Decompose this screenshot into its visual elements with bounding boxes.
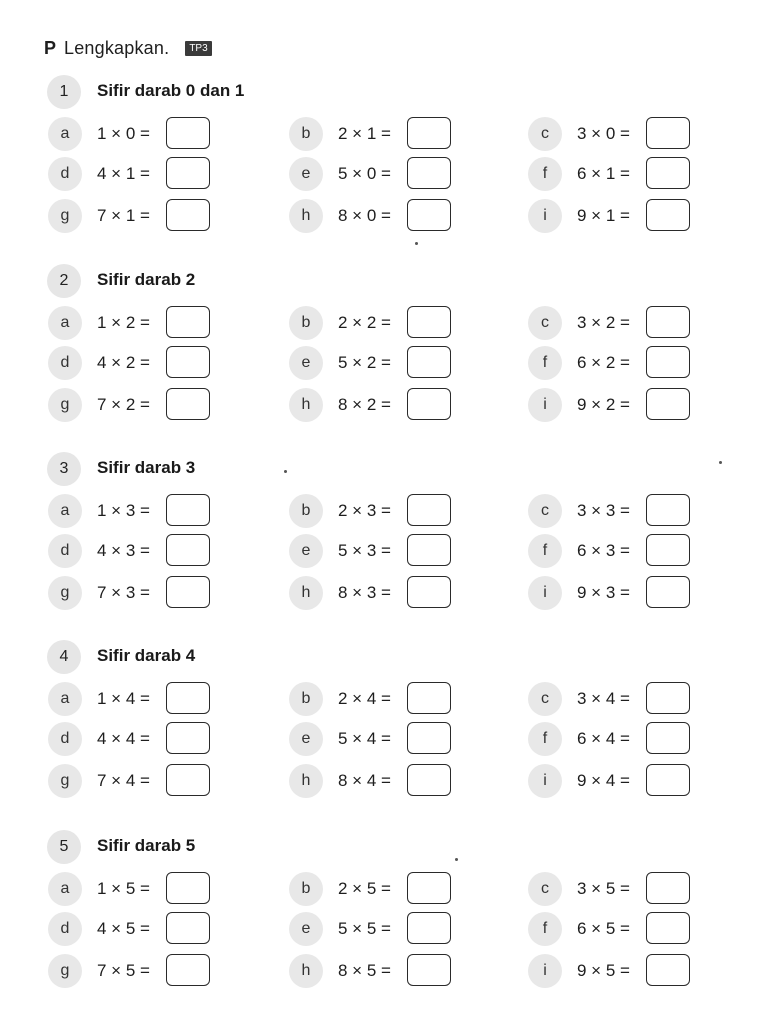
item-letter: i (528, 764, 562, 798)
instruction-text: Lengkapkan. (64, 37, 170, 58)
multiplication-expression: 9 × 2 = (577, 395, 630, 414)
answer-box[interactable] (166, 117, 210, 149)
multiplication-expression: 7 × 5 = (97, 961, 150, 980)
multiplication-expression: 3 × 0 = (577, 124, 630, 143)
worksheet-header (44, 36, 212, 60)
answer-box[interactable] (166, 199, 210, 231)
multiplication-expression: 5 × 0 = (338, 164, 391, 183)
answer-box[interactable] (646, 346, 690, 378)
multiplication-expression: 3 × 4 = (577, 689, 630, 708)
answer-box[interactable] (407, 494, 451, 526)
answer-box[interactable] (166, 534, 210, 566)
multiplication-expression: 8 × 2 = (338, 395, 391, 414)
section-title: Sifir darab 0 dan 1 (97, 81, 245, 100)
item-letter: b (289, 306, 323, 340)
item-letter: b (289, 117, 323, 151)
answer-box[interactable] (646, 954, 690, 986)
multiplication-expression: 9 × 1 = (577, 206, 630, 225)
section-number: 1 (47, 75, 81, 109)
answer-box[interactable] (166, 306, 210, 338)
multiplication-expression: 3 × 3 = (577, 501, 630, 520)
item-letter: e (289, 722, 323, 756)
item-letter: c (528, 306, 562, 340)
item-letter: i (528, 954, 562, 988)
item-letter: f (528, 534, 562, 568)
item-letter: e (289, 157, 323, 191)
scan-speck (284, 470, 287, 473)
item-letter: g (48, 576, 82, 610)
answer-box[interactable] (646, 157, 690, 189)
multiplication-expression: 5 × 4 = (338, 729, 391, 748)
multiplication-expression: 7 × 2 = (97, 395, 150, 414)
multiplication-expression: 4 × 2 = (97, 353, 150, 372)
item-letter: i (528, 576, 562, 610)
item-letter: d (48, 157, 82, 191)
item-letter: h (289, 199, 323, 233)
multiplication-expression: 8 × 4 = (338, 771, 391, 790)
multiplication-expression: 8 × 5 = (338, 961, 391, 980)
item-letter: g (48, 388, 82, 422)
answer-box[interactable] (407, 764, 451, 796)
section-number: 5 (47, 830, 81, 864)
item-letter: b (289, 494, 323, 528)
answer-box[interactable] (646, 872, 690, 904)
multiplication-expression: 6 × 5 = (577, 919, 630, 938)
multiplication-expression: 9 × 4 = (577, 771, 630, 790)
multiplication-expression: 8 × 3 = (338, 583, 391, 602)
multiplication-expression: 7 × 1 = (97, 206, 150, 225)
answer-box[interactable] (646, 306, 690, 338)
answer-box[interactable] (407, 388, 451, 420)
answer-box[interactable] (646, 682, 690, 714)
section-5 (0, 830, 768, 1000)
item-letter: h (289, 764, 323, 798)
item-letter: g (48, 954, 82, 988)
answer-box[interactable] (407, 682, 451, 714)
item-letter: a (48, 306, 82, 340)
answer-box[interactable] (407, 534, 451, 566)
item-letter: g (48, 764, 82, 798)
answer-box[interactable] (166, 764, 210, 796)
multiplication-expression: 2 × 5 = (338, 879, 391, 898)
multiplication-expression: 1 × 2 = (97, 313, 150, 332)
item-letter: c (528, 494, 562, 528)
multiplication-expression: 1 × 5 = (97, 879, 150, 898)
multiplication-expression: 1 × 0 = (97, 124, 150, 143)
item-letter: c (528, 682, 562, 716)
item-letter: d (48, 912, 82, 946)
item-letter: f (528, 346, 562, 380)
item-letter: d (48, 722, 82, 756)
item-letter: b (289, 682, 323, 716)
answer-box[interactable] (646, 764, 690, 796)
answer-box[interactable] (646, 912, 690, 944)
item-letter: e (289, 346, 323, 380)
multiplication-expression: 4 × 4 = (97, 729, 150, 748)
answer-box[interactable] (166, 682, 210, 714)
item-letter: h (289, 388, 323, 422)
item-letter: a (48, 872, 82, 906)
section-title: Sifir darab 4 (97, 646, 196, 665)
multiplication-expression: 9 × 3 = (577, 583, 630, 602)
answer-box[interactable] (646, 576, 690, 608)
multiplication-expression: 2 × 1 = (338, 124, 391, 143)
answer-box[interactable] (407, 872, 451, 904)
answer-box[interactable] (646, 117, 690, 149)
section-2 (0, 264, 768, 434)
section-4 (0, 640, 768, 810)
multiplication-expression: 1 × 3 = (97, 501, 150, 520)
answer-box[interactable] (407, 954, 451, 986)
multiplication-expression: 2 × 4 = (338, 689, 391, 708)
item-letter: a (48, 494, 82, 528)
answer-box[interactable] (407, 157, 451, 189)
answer-box[interactable] (407, 117, 451, 149)
multiplication-expression: 2 × 3 = (338, 501, 391, 520)
item-letter: g (48, 199, 82, 233)
section-title: Sifir darab 3 (97, 458, 196, 477)
answer-box[interactable] (407, 199, 451, 231)
item-letter: e (289, 912, 323, 946)
item-letter: d (48, 346, 82, 380)
multiplication-expression: 5 × 3 = (338, 541, 391, 560)
item-letter: a (48, 117, 82, 151)
answer-box[interactable] (166, 576, 210, 608)
item-letter: h (289, 954, 323, 988)
answer-box[interactable] (407, 912, 451, 944)
answer-box[interactable] (166, 157, 210, 189)
multiplication-expression: 4 × 5 = (97, 919, 150, 938)
multiplication-expression: 4 × 3 = (97, 541, 150, 560)
scan-speck (415, 242, 418, 245)
answer-box[interactable] (166, 872, 210, 904)
item-letter: f (528, 157, 562, 191)
multiplication-expression: 7 × 4 = (97, 771, 150, 790)
item-letter: a (48, 682, 82, 716)
multiplication-expression: 6 × 4 = (577, 729, 630, 748)
multiplication-expression: 4 × 1 = (97, 164, 150, 183)
answer-box[interactable] (646, 534, 690, 566)
section-number: 4 (47, 640, 81, 674)
item-letter: c (528, 117, 562, 151)
answer-box[interactable] (646, 494, 690, 526)
section-1 (0, 75, 768, 245)
section-number: 2 (47, 264, 81, 298)
item-letter: i (528, 199, 562, 233)
scan-speck (719, 461, 722, 464)
section-3 (0, 452, 768, 622)
item-letter: i (528, 388, 562, 422)
scan-speck (455, 858, 458, 861)
answer-box[interactable] (166, 494, 210, 526)
multiplication-expression: 5 × 2 = (338, 353, 391, 372)
item-letter: h (289, 576, 323, 610)
answer-box[interactable] (407, 576, 451, 608)
item-letter: c (528, 872, 562, 906)
question-label: P (44, 37, 57, 58)
section-title: Sifir darab 5 (97, 836, 196, 855)
answer-box[interactable] (166, 912, 210, 944)
answer-box[interactable] (166, 346, 210, 378)
item-letter: f (528, 912, 562, 946)
item-letter: d (48, 534, 82, 568)
section-number: 3 (47, 452, 81, 486)
level-badge: TP3 (185, 41, 211, 56)
multiplication-expression: 5 × 5 = (338, 919, 391, 938)
section-title: Sifir darab 2 (97, 270, 196, 289)
multiplication-expression: 6 × 1 = (577, 164, 630, 183)
multiplication-expression: 9 × 5 = (577, 961, 630, 980)
multiplication-expression: 8 × 0 = (338, 206, 391, 225)
multiplication-expression: 2 × 2 = (338, 313, 391, 332)
multiplication-expression: 6 × 2 = (577, 353, 630, 372)
answer-box[interactable] (646, 199, 690, 231)
answer-box[interactable] (407, 306, 451, 338)
answer-box[interactable] (166, 954, 210, 986)
item-letter: b (289, 872, 323, 906)
answer-box[interactable] (166, 722, 210, 754)
multiplication-expression: 7 × 3 = (97, 583, 150, 602)
multiplication-expression: 3 × 2 = (577, 313, 630, 332)
multiplication-expression: 6 × 3 = (577, 541, 630, 560)
multiplication-expression: 1 × 4 = (97, 689, 150, 708)
answer-box[interactable] (407, 722, 451, 754)
item-letter: e (289, 534, 323, 568)
answer-box[interactable] (646, 722, 690, 754)
answer-box[interactable] (166, 388, 210, 420)
multiplication-expression: 3 × 5 = (577, 879, 630, 898)
answer-box[interactable] (646, 388, 690, 420)
item-letter: f (528, 722, 562, 756)
answer-box[interactable] (407, 346, 451, 378)
